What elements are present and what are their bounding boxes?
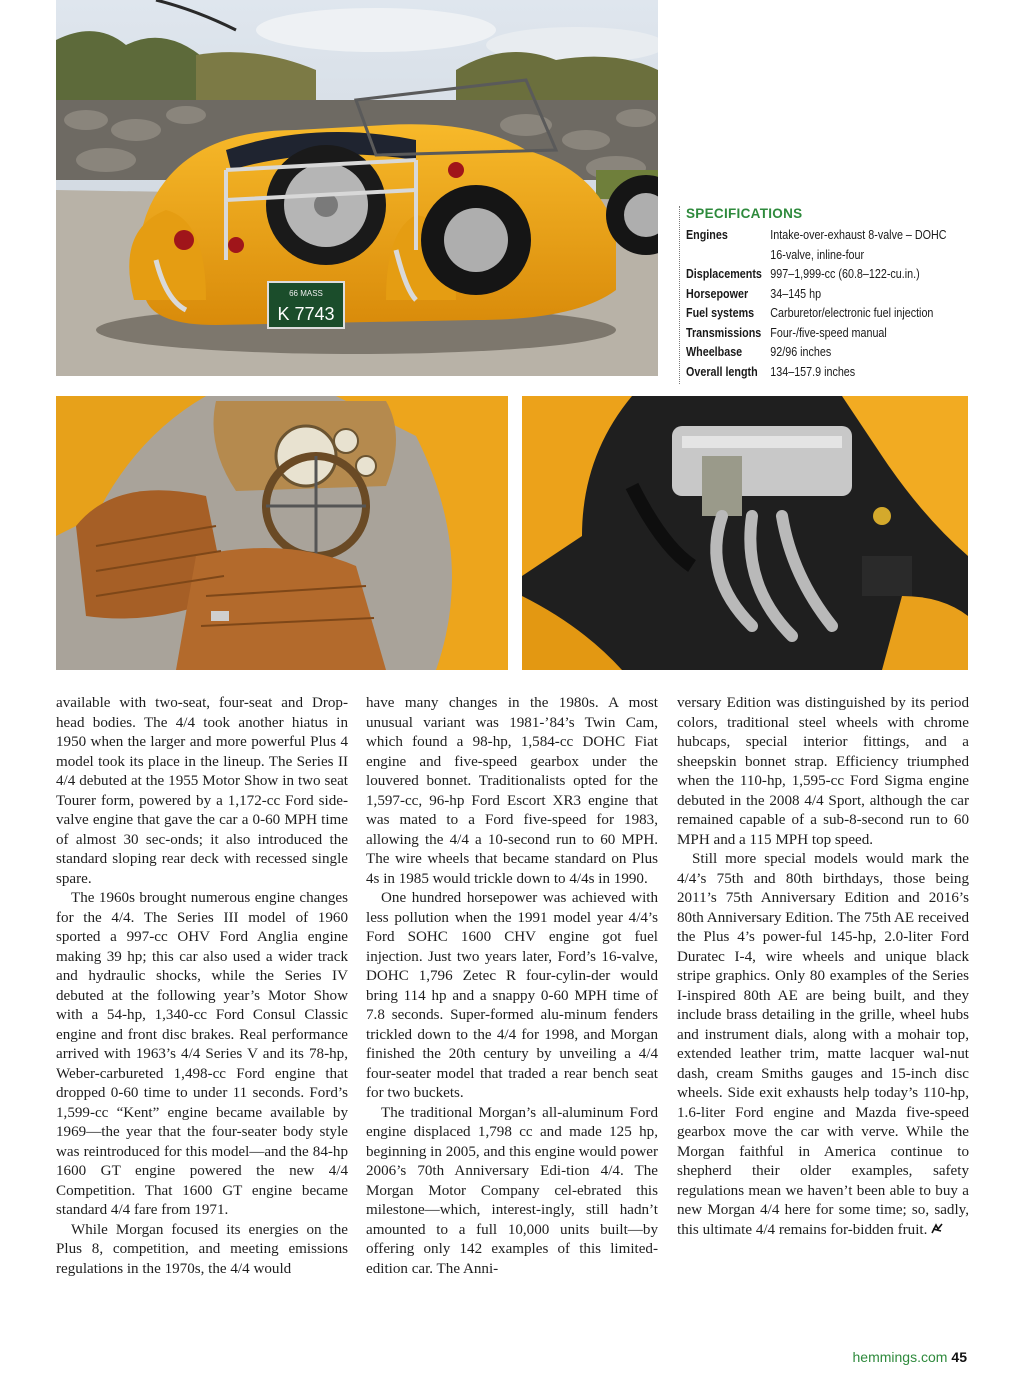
- article-paragraph: [677, 850, 969, 1240]
- article-column-1: [56, 694, 348, 1279]
- spec-row: [686, 324, 978, 344]
- spec-label: [686, 246, 770, 266]
- spec-row: [686, 226, 978, 246]
- article-paragraph: have many changes in the 1980s. A most unusual variant was 1981-’84’s Twin Cam, which found a 98-hp, 1,584-cc DOHC Fiat engine and five-speed gearbox under the louvered bonnet. Traditionalists opted for the 1,597-cc, 96-hp Ford Escort XR3 engine that was mated to a Ford five-speed for 1983, allowing the 4/4 a 10-second run to 60 MPH. The wire wheels that became standard on Plus 4s in 1985 would trickle down to 4/4s in 1990.: [366, 695, 658, 887]
- article-paragraph: versary Edition was distinguished by its period colors, traditional steel wheels with chrome hubcaps, special interior fittings, and a sheepskin bonnet strap. Efficiency triumphed when the 110-hp, 1,595-cc Ford Sigma engine debuted in the 2008 4/4 Sport, although the car remained capable of a sub-8-second run to 60 MPH and a 115 MPH top speed.: [677, 695, 969, 848]
- spec-value: 16-valve, inline-four: [770, 247, 865, 262]
- photo-cabin-interior: [56, 396, 508, 670]
- photo-engine-bay: [522, 396, 968, 670]
- spec-row: [686, 363, 978, 383]
- spec-value: Intake-over-exhaust 8-valve – DOHC: [770, 228, 947, 242]
- spec-value: 997–1,999-cc (60.8–122-cu.in.): [770, 267, 920, 281]
- article-paragraph: The traditional Morgan’s all-aluminum Ford engine displaced 1,798 cc and made 125 hp, beginning in 2005, and this engine would power 2006’s 70th Anniversary Edi-tion 4/4. The Morgan Motor Company cel-ebrated this milestone—which, interest-ingly, still hadn’t amounted to a full 10,000 units built—by offering only 142 examples of this limited-edition car. The Anni-: [366, 1104, 658, 1277]
- spec-label: Wheelbase: [686, 345, 743, 359]
- article-column-2: [366, 694, 658, 1279]
- spec-row: [686, 343, 978, 363]
- photo-rear-view: [56, 0, 658, 376]
- article-paragraph: The 1960s brought numerous engine changes for the 4/4. The Series III model of 1960 sported a 997-cc OHV Ford Anglia engine making 39 hp; this car also used a wider track and hydraulic shocks, while the Series IV debuted at the following year’s Motor Show with a 54-hp, 1,340-cc Ford Consul Classic engine and front disc brakes. Real performance arrived with 1963’s 4/4 Series V and its 78-hp, Weber-carbureted 1,498-cc Ford engine that dropped 0-60 time to under 11 seconds. Ford’s 1,599-cc “Kent” engine became available by 1969—the year that the four-seater body style was reintroduced for this model—and the 84-hp 1600 GT engine powered the new 4/4 Competition. That 1600 GT engine became standard 4/4 fare from 1971.: [56, 890, 348, 1218]
- specifications-title: SPECIFICATIONS: [686, 206, 803, 221]
- spec-row: [686, 246, 978, 266]
- article-paragraph: One hundred horsepower was achieved with less pollution when the 1991 model year 4/4’s Ford SOHC 1600 CHV engine got fuel injection. Just two years later, Ford’s 16-valve, DOHC 1,796 Zetec R four-cylin-der would bring 114 hp and a snappy 0-60 MPH time of 7.8 seconds. Super-formed alu-minum fenders trickled down to the 4/4 for 1998, and Morgan finished the 20th century by unveiling a 4/4 four-seater model that traded a rear bench seat for two buckets.: [366, 890, 658, 1101]
- end-mark-icon: [930, 1223, 944, 1235]
- page-number: 45: [951, 1349, 967, 1365]
- specifications-box: [679, 206, 979, 384]
- article-paragraph: available with two-seat, four-seat and Drop-head bodies. The 4/4 took another hiatus in 1950 when the larger and more powerful Plus 4 model took its place in the lineup. The Series II 4/4 debuted at the 1955 Motor Show in two seat Tourer form, powered by a 1,172-cc Ford side-valve engine that gave the car a 0-60 MPH time of almost 30 sec-onds; it also introduced the standard sloping rear deck with recessed single spare.: [56, 695, 348, 887]
- spec-row: [686, 285, 978, 305]
- spec-label: Displacements: [686, 267, 762, 281]
- spec-label: Overall length: [686, 364, 758, 379]
- spec-label: Engines: [686, 228, 728, 242]
- article-paragraph: While Morgan focused its energies on the Plus 8, competition, and meeting emissions regulations in the 1970s, the 4/4 would: [56, 1221, 348, 1277]
- spec-value: Carburetor/electronic fuel injection: [770, 306, 934, 320]
- spec-label: Fuel systems: [686, 306, 755, 320]
- license-plate-number: K 7743: [277, 304, 335, 324]
- spec-value: 92/96 inches: [770, 345, 832, 359]
- footer-site: hemmings.com: [852, 1349, 948, 1365]
- spec-label: Transmissions: [686, 325, 762, 340]
- spec-row: [686, 304, 978, 324]
- spec-value: 34–145 hp: [770, 286, 822, 301]
- spec-row: [686, 265, 978, 285]
- spec-value: Four-/five-speed manual: [770, 325, 887, 340]
- article-column-3: [677, 694, 969, 1240]
- article-paragraph-text: Still more special models would mark the 4/4’s 75th and 80th birthdays, those being 2011’s 75th Anniversary Edition and 2016’s 80th Anniversary Edition. The 75th AE received the Plus 4’s power-ful 145-hp, 2.0-liter Ford Duratec I-4, wire wheels and unique black stripe graphics. Only 80 examples of the Series I-inspired 80th AE are being built, and they include brass detailing in the grille, wheel hubs and instrument dials, along with a mohair top, extended leather trim, matte lacquer wal-nut dash, cream Smiths gauges and 15-inch disc wheels. Side exit exhausts help today’s 110-hp, 1.6-liter Ford engine and Mazda five-speed gearbox move the car with verve. While the Morgan faithful in America continue to shepherd their older examples, safety regulations mean we haven’t been able to buy a new Morgan 4/4 here for some time; so, sadly, this ultimate 4/4 remains for-bidden fruit.: [677, 851, 969, 1238]
- spec-label: Horsepower: [686, 286, 749, 301]
- page-footer: [853, 1349, 968, 1365]
- spec-value: 134–157.9 inches: [770, 364, 856, 379]
- license-plate-state: 66 MASS: [289, 289, 323, 298]
